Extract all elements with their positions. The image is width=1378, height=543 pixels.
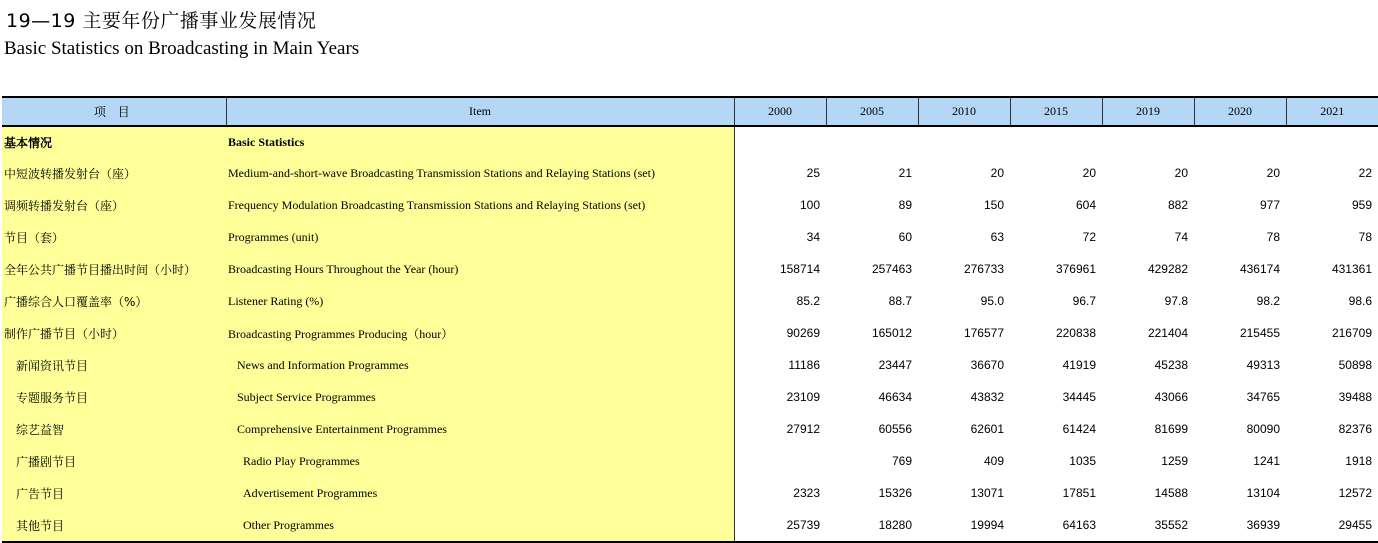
row-value-cell: 769 — [891, 454, 912, 468]
row-value-cell: 29455 — [1286, 509, 1378, 542]
row-value-cell: 13071 — [970, 486, 1004, 500]
row-value-cell: 89 — [898, 198, 912, 212]
row-value-cell: 43066 — [1154, 390, 1188, 404]
table-title-chinese: 19—19 主要年份广播事业发展情况 — [6, 10, 317, 32]
row-value-cell: 376961 — [1055, 262, 1096, 276]
row-label-english: Broadcasting Hours Throughout the Year (hour) — [226, 253, 734, 285]
row-value-cell: 216709 — [1331, 326, 1372, 340]
row-label-english: Frequency Modulation Broadcasting Transmission Stations and Relaying Stations (set) — [226, 189, 734, 221]
row-value-cell: 97.8 — [1164, 294, 1188, 308]
row-value-cell: 21 — [898, 166, 912, 180]
row-label-chinese: 全年公共广播节目播出时间（小时） — [2, 253, 226, 285]
row-value-cell: 12572 — [1338, 486, 1372, 500]
row-label-english: Listener Rating (%) — [226, 285, 734, 317]
row-value-cell: 22 — [1358, 166, 1372, 180]
header-year: 2020 — [1194, 97, 1286, 126]
row-value-cell: 14588 — [1154, 486, 1188, 500]
row-label-english: Radio Play Programmes — [226, 445, 734, 477]
row-label-chinese: 综艺益智 — [2, 413, 226, 445]
table-row — [2, 189, 1378, 221]
row-value-cell: 2323 — [734, 477, 826, 509]
row-value-cell: 61424 — [1062, 422, 1096, 436]
row-value-cell: 20 — [1174, 166, 1188, 180]
row-value-cell: 276733 — [963, 262, 1004, 276]
table-row — [2, 157, 1378, 189]
row-value-cell: 100 — [734, 189, 826, 221]
row-label-chinese: 制作广播节目（小时） — [2, 317, 226, 349]
row-value-cell: 36939 — [1194, 509, 1286, 542]
row-value-cell: 98.6 — [1348, 294, 1372, 308]
row-value-cell: 82376 — [1338, 422, 1372, 436]
row-label-chinese: 广播综合人口覆盖率（%） — [2, 285, 226, 317]
row-value-cell — [1286, 126, 1378, 157]
row-value-cell: 81699 — [1154, 422, 1188, 436]
row-label-chinese: 中短波转播发射台（座） — [2, 157, 226, 189]
row-value-cell: 78 — [1266, 230, 1280, 244]
header-year: 2021 — [1286, 97, 1378, 126]
row-value-cell: 34 — [734, 221, 826, 253]
row-value-cell: 19994 — [918, 509, 1010, 542]
row-value-cell: 1241 — [1253, 454, 1280, 468]
row-value-cell: 13104 — [1246, 486, 1280, 500]
row-value-cell: 1259 — [1161, 454, 1188, 468]
row-value-cell: 158714 — [734, 253, 826, 285]
table-row — [2, 477, 1378, 509]
row-value-cell: 604 — [1075, 198, 1096, 212]
row-value-cell: 39488 — [1338, 390, 1372, 404]
row-value-cell: 90269 — [734, 317, 826, 349]
row-value-cell: 43832 — [970, 390, 1004, 404]
row-label-english: Basic Statistics — [226, 126, 734, 157]
header-year: 2019 — [1102, 97, 1194, 126]
row-value-cell: 20 — [1082, 166, 1096, 180]
row-value-cell: 221404 — [1147, 326, 1188, 340]
row-value-cell — [734, 445, 826, 477]
row-value-cell: 34445 — [1062, 390, 1096, 404]
row-value-cell: 959 — [1351, 198, 1372, 212]
row-value-cell: 80090 — [1246, 422, 1280, 436]
row-value-cell: 60 — [898, 230, 912, 244]
row-value-cell — [1102, 126, 1194, 157]
row-value-cell: 50898 — [1338, 358, 1372, 372]
row-value-cell: 63 — [990, 230, 1004, 244]
row-label-chinese: 调频转播发射台（座） — [2, 189, 226, 221]
row-label-english: Advertisement Programmes — [226, 477, 734, 509]
row-value-cell — [1010, 126, 1102, 157]
row-value-cell: 436174 — [1239, 262, 1280, 276]
row-value-cell: 95.0 — [980, 294, 1004, 308]
row-label-chinese: 广告节目 — [2, 477, 226, 509]
table-row — [2, 349, 1378, 381]
table-row — [2, 126, 1378, 157]
row-value-cell: 23447 — [878, 358, 912, 372]
table-row — [2, 253, 1378, 285]
row-label-english: Programmes (unit) — [226, 221, 734, 253]
header-year: 2010 — [918, 97, 1010, 126]
row-value-cell: 88.7 — [888, 294, 912, 308]
header-year: 2005 — [826, 97, 918, 126]
row-value-cell: 35552 — [1102, 509, 1194, 542]
row-value-cell: 15326 — [878, 486, 912, 500]
table-row — [2, 381, 1378, 413]
row-value-cell: 64163 — [1010, 509, 1102, 542]
row-label-english: Other Programmes — [226, 509, 734, 542]
row-value-cell: 977 — [1259, 198, 1280, 212]
row-value-cell: 165012 — [871, 326, 912, 340]
row-value-cell: 257463 — [871, 262, 912, 276]
row-label-chinese: 广播剧节目 — [2, 445, 226, 477]
table-title-english: Basic Statistics on Broadcasting in Main Years — [4, 38, 360, 59]
row-value-cell: 46634 — [878, 390, 912, 404]
row-label-english: Medium-and-short-wave Broadcasting Transmission Stations and Relaying Stations (set) — [226, 157, 734, 189]
table-row — [2, 413, 1378, 445]
row-value-cell: 36670 — [970, 358, 1004, 372]
row-value-cell: 62601 — [970, 422, 1004, 436]
row-value-cell: 96.7 — [1072, 294, 1096, 308]
header-year: 2000 — [734, 97, 826, 126]
row-value-cell: 176577 — [963, 326, 1004, 340]
table-row — [2, 317, 1378, 349]
row-label-chinese: 基本情况 — [2, 126, 226, 157]
row-value-cell: 431361 — [1331, 262, 1372, 276]
header-item-english: Item — [226, 97, 734, 126]
row-value-cell: 27912 — [734, 413, 826, 445]
row-value-cell: 23109 — [734, 381, 826, 413]
row-value-cell: 1918 — [1345, 454, 1372, 468]
row-value-cell: 215455 — [1239, 326, 1280, 340]
row-value-cell — [918, 126, 1010, 157]
row-label-english: News and Information Programmes — [226, 349, 734, 381]
row-label-english: Subject Service Programmes — [226, 381, 734, 413]
row-value-cell: 17851 — [1062, 486, 1096, 500]
header-item-chinese: 项 目 — [2, 97, 226, 126]
row-value-cell: 60556 — [878, 422, 912, 436]
table-row — [2, 445, 1378, 477]
table-body — [2, 126, 1378, 542]
row-value-cell: 98.2 — [1256, 294, 1280, 308]
row-value-cell: 1035 — [1069, 454, 1096, 468]
row-value-cell: 150 — [983, 198, 1004, 212]
row-value-cell: 85.2 — [734, 285, 826, 317]
row-value-cell: 25739 — [734, 509, 826, 542]
header-year: 2015 — [1010, 97, 1102, 126]
row-value-cell: 18280 — [826, 509, 918, 542]
row-value-cell — [826, 126, 918, 157]
row-label-chinese: 其他节目 — [2, 509, 226, 542]
row-label-english: Comprehensive Entertainment Programmes — [226, 413, 734, 445]
row-value-cell: 429282 — [1147, 262, 1188, 276]
table-row — [2, 285, 1378, 317]
row-label-chinese: 节目（套） — [2, 221, 226, 253]
row-value-cell: 25 — [734, 157, 826, 189]
row-label-english: Broadcasting Programmes Producing（hour） — [226, 317, 734, 349]
row-value-cell: 20 — [1266, 166, 1280, 180]
row-label-chinese: 新闻资讯节目 — [2, 349, 226, 381]
row-value-cell — [734, 126, 826, 157]
row-value-cell: 11186 — [734, 349, 826, 381]
table-row — [2, 221, 1378, 253]
row-value-cell: 20 — [990, 166, 1004, 180]
row-value-cell: 74 — [1174, 230, 1188, 244]
row-value-cell — [1194, 126, 1286, 157]
row-value-cell: 34765 — [1246, 390, 1280, 404]
row-value-cell: 78 — [1358, 230, 1372, 244]
broadcasting-statistics-table — [2, 96, 1378, 543]
table-row — [2, 509, 1378, 542]
row-label-chinese: 专题服务节目 — [2, 381, 226, 413]
table-header-row — [2, 97, 1378, 126]
row-value-cell: 45238 — [1154, 358, 1188, 372]
row-value-cell: 409 — [983, 454, 1004, 468]
row-value-cell: 49313 — [1246, 358, 1280, 372]
row-value-cell: 41919 — [1062, 358, 1096, 372]
row-value-cell: 220838 — [1055, 326, 1096, 340]
row-value-cell: 72 — [1082, 230, 1096, 244]
row-value-cell: 882 — [1167, 198, 1188, 212]
